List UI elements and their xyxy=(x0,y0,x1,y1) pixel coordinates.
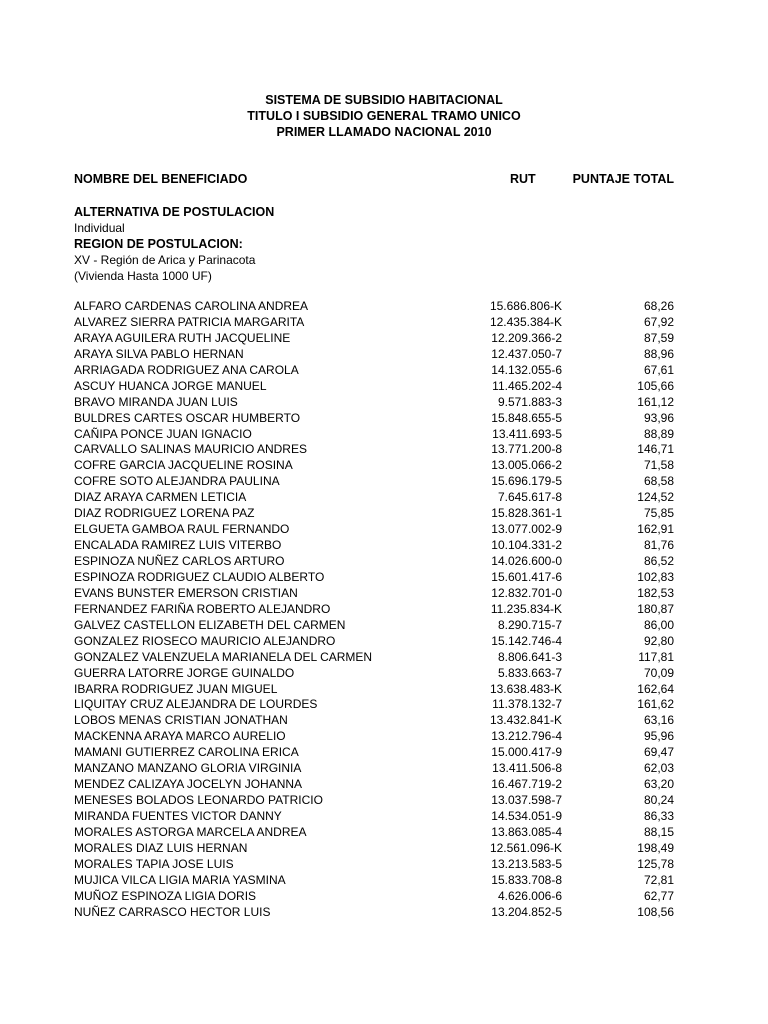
beneficiary-name: ALFARO CARDENAS CAROLINA ANDREA xyxy=(74,299,309,313)
beneficiary-score: 162,64 xyxy=(637,681,674,696)
table-row xyxy=(74,681,674,697)
title-line-1: SISTEMA DE SUBSIDIO HABITACIONAL xyxy=(265,93,503,107)
beneficiary-name: DIAZ RODRIGUEZ LORENA PAZ xyxy=(74,506,255,521)
beneficiary-rut: 12.832.701-0 xyxy=(491,585,562,600)
table-row xyxy=(74,410,674,426)
beneficiary-rut: 13.432.841-K xyxy=(489,713,562,728)
beneficiary-score: 71,58 xyxy=(643,458,674,473)
column-headers xyxy=(74,172,674,188)
beneficiary-name: GUERRA LATORRE JORGE GUINALDO xyxy=(74,665,295,680)
table-row xyxy=(74,489,674,505)
beneficiary-score: 62,03 xyxy=(643,761,674,776)
beneficiary-rut: 12.435.384-K xyxy=(489,314,562,329)
beneficiary-score: 92,80 xyxy=(643,633,674,648)
beneficiary-rut: 15.686.806-K xyxy=(489,299,562,313)
beneficiary-score: 95,96 xyxy=(643,729,674,744)
table-row xyxy=(74,760,674,776)
table-row xyxy=(74,394,674,410)
beneficiary-name: ASCUY HUANCA JORGE MANUEL xyxy=(74,378,267,393)
beneficiary-name: MUJICA VILCA LIGIA MARIA YASMINA xyxy=(74,872,286,887)
beneficiary-rut: 14.132.055-6 xyxy=(491,362,562,377)
table-row xyxy=(74,665,674,681)
beneficiary-name: DIAZ ARAYA CARMEN LETICIA xyxy=(74,490,247,505)
table-row xyxy=(74,298,674,314)
beneficiary-name: BULDRES CARTES OSCAR HUMBERTO xyxy=(74,410,301,425)
beneficiary-rut: 13.771.200-8 xyxy=(491,442,562,457)
beneficiary-score: 102,83 xyxy=(637,569,674,584)
beneficiary-rut: 14.026.600-0 xyxy=(491,554,562,568)
beneficiary-score: 162,91 xyxy=(637,522,674,537)
table-row xyxy=(74,569,674,585)
table-row xyxy=(74,473,674,489)
beneficiary-name: MIRANDA FUENTES VICTOR DANNY xyxy=(74,809,282,823)
beneficiary-score: 124,52 xyxy=(637,490,674,505)
beneficiary-name: MORALES DIAZ LUIS HERNAN xyxy=(74,840,248,855)
table-row xyxy=(74,696,674,712)
beneficiary-score: 86,33 xyxy=(643,809,674,823)
beneficiary-score: 105,66 xyxy=(637,378,674,393)
table-row xyxy=(74,426,674,442)
table-row xyxy=(74,888,674,904)
beneficiary-score: 62,77 xyxy=(643,888,674,903)
table-row xyxy=(74,601,674,617)
beneficiary-score: 69,47 xyxy=(643,745,674,760)
table-row xyxy=(74,314,674,330)
beneficiary-score: 86,00 xyxy=(643,617,674,632)
beneficiary-name: CARVALLO SALINAS MAURICIO ANDRES xyxy=(74,442,307,457)
beneficiary-name: GONZALEZ RIOSECO MAURICIO ALEJANDRO xyxy=(74,633,336,648)
table-row xyxy=(74,744,674,760)
beneficiary-score: 125,78 xyxy=(637,856,674,871)
beneficiary-name: EVANS BUNSTER EMERSON CRISTIAN xyxy=(74,585,298,600)
beneficiary-score: 75,85 xyxy=(643,506,674,521)
beneficiary-rut: 11.235.834-K xyxy=(490,601,562,616)
column-header-score: PUNTAJE TOTAL xyxy=(572,172,674,186)
alternative-label: ALTERNATIVA DE POSTULACION xyxy=(74,205,275,219)
beneficiary-score: 146,71 xyxy=(637,442,674,457)
beneficiary-rut: 13.863.085-4 xyxy=(491,824,562,839)
beneficiary-score: 198,49 xyxy=(637,840,674,855)
beneficiary-score: 88,89 xyxy=(643,426,674,441)
beneficiary-score: 161,62 xyxy=(637,697,674,712)
beneficiary-name: GONZALEZ VALENZUELA MARIANELA DEL CARMEN xyxy=(74,649,373,664)
beneficiary-rut: 9.571.883-3 xyxy=(497,394,562,409)
beneficiary-name: MENDEZ CALIZAYA JOCELYN JOHANNA xyxy=(74,777,303,792)
beneficiary-rut: 13.638.483-K xyxy=(489,681,562,696)
beneficiary-score: 63,20 xyxy=(643,777,674,792)
table-row xyxy=(74,505,674,521)
beneficiary-rut: 7.645.617-8 xyxy=(497,490,562,505)
beneficiary-name: MORALES TAPIA JOSE LUIS xyxy=(74,856,234,871)
beneficiary-rut: 13.411.693-5 xyxy=(492,426,562,441)
beneficiary-name: CAÑIPA PONCE JUAN IGNACIO xyxy=(74,426,252,441)
beneficiary-rut: 8.290.715-7 xyxy=(497,617,562,632)
beneficiary-score: 87,59 xyxy=(643,330,674,345)
beneficiary-rut: 15.142.746-4 xyxy=(491,633,562,648)
beneficiary-rut: 15.833.708-8 xyxy=(491,872,562,887)
beneficiary-score: 81,76 xyxy=(643,538,674,553)
beneficiary-rut: 4.626.006-6 xyxy=(497,888,562,903)
beneficiary-score: 117,81 xyxy=(638,649,674,664)
beneficiary-name: NUÑEZ CARRASCO HECTOR LUIS xyxy=(74,904,271,919)
beneficiary-score: 68,58 xyxy=(643,474,674,489)
table-row xyxy=(74,904,674,920)
beneficiary-score: 68,26 xyxy=(643,299,674,313)
beneficiary-score: 161,12 xyxy=(637,394,674,409)
beneficiary-rut: 13.213.583-5 xyxy=(491,856,562,871)
table-row xyxy=(74,728,674,744)
region-value: XV - Región de Arica y Parinacota xyxy=(74,253,256,267)
beneficiary-rut: 5.833.663-7 xyxy=(497,665,562,680)
region-label: REGION DE POSTULACION: xyxy=(74,237,243,251)
beneficiary-name: IBARRA RODRIGUEZ JUAN MIGUEL xyxy=(74,681,278,696)
beneficiary-name: ALVAREZ SIERRA PATRICIA MARGARITA xyxy=(74,314,305,329)
beneficiary-rut: 14.534.051-9 xyxy=(491,809,562,823)
beneficiary-score: 70,09 xyxy=(643,665,674,680)
beneficiary-name: ENCALADA RAMIREZ LUIS VITERBO xyxy=(74,538,282,553)
beneficiary-rut: 11.465.202-4 xyxy=(492,378,562,393)
table-row xyxy=(74,824,674,840)
beneficiary-score: 182,53 xyxy=(637,585,674,600)
beneficiary-score: 93,96 xyxy=(643,410,674,425)
beneficiary-name: MENESES BOLADOS LEONARDO PATRICIO xyxy=(74,793,323,808)
beneficiary-rut: 13.204.852-5 xyxy=(491,904,562,919)
table-row xyxy=(74,856,674,872)
table-row xyxy=(74,441,674,457)
beneficiary-rut: 12.437.050-7 xyxy=(491,346,562,361)
beneficiary-name: MORALES ASTORGA MARCELA ANDREA xyxy=(74,824,307,839)
beneficiary-name: MACKENNA ARAYA MARCO AURELIO xyxy=(74,729,286,744)
beneficiary-name: COFRE GARCIA JACQUELINE ROSINA xyxy=(74,458,293,473)
beneficiary-name: ELGUETA GAMBOA RAUL FERNANDO xyxy=(74,522,290,537)
beneficiary-rut: 16.467.719-2 xyxy=(491,777,562,792)
beneficiary-name: LOBOS MENAS CRISTIAN JONATHAN xyxy=(74,713,288,728)
table-row xyxy=(74,649,674,665)
table-row xyxy=(74,633,674,649)
beneficiary-rut: 15.000.417-9 xyxy=(491,745,562,760)
alternative-value: Individual xyxy=(74,221,125,235)
beneficiary-score: 67,61 xyxy=(643,362,674,377)
beneficiary-rut: 15.696.179-5 xyxy=(491,474,562,489)
table-row xyxy=(74,330,674,346)
beneficiary-name: ARAYA SILVA PABLO HERNAN xyxy=(74,346,244,361)
beneficiary-rut: 8.806.641-3 xyxy=(497,649,562,664)
beneficiary-score: 63,16 xyxy=(643,713,674,728)
beneficiary-score: 180,87 xyxy=(637,601,674,616)
table-row xyxy=(74,585,674,601)
beneficiary-name: LIQUITAY CRUZ ALEJANDRA DE LOURDES xyxy=(74,697,318,712)
beneficiary-rut: 13.037.598-7 xyxy=(491,793,562,808)
title-line-3: PRIMER LLAMADO NACIONAL 2010 xyxy=(276,125,492,139)
table-row xyxy=(74,712,674,728)
beneficiary-name: ESPINOZA NUÑEZ CARLOS ARTURO xyxy=(74,554,285,568)
title-line-2: TITULO I SUBSIDIO GENERAL TRAMO UNICO xyxy=(247,109,521,123)
beneficiary-rut: 15.848.655-5 xyxy=(491,410,562,425)
table-row xyxy=(74,362,674,378)
beneficiary-rut: 15.601.417-6 xyxy=(491,569,562,584)
beneficiary-name: ARRIAGADA RODRIGUEZ ANA CAROLA xyxy=(74,362,299,377)
column-header-rut: RUT xyxy=(510,172,536,186)
table-row xyxy=(74,521,674,537)
beneficiary-rut: 10.104.331-2 xyxy=(491,538,562,553)
document-title xyxy=(0,92,768,140)
beneficiary-name: MUÑOZ ESPINOZA LIGIA DORIS xyxy=(74,888,257,903)
beneficiary-score: 88,96 xyxy=(643,346,674,361)
table-row xyxy=(74,872,674,888)
beneficiary-rut: 12.561.096-K xyxy=(489,840,562,855)
beneficiary-name: GALVEZ CASTELLON ELIZABETH DEL CARMEN xyxy=(74,617,346,632)
table-row xyxy=(74,808,674,824)
beneficiary-name: COFRE SOTO ALEJANDRA PAULINA xyxy=(74,474,280,489)
beneficiary-rut: 15.828.361-1 xyxy=(491,506,562,521)
beneficiary-name: MANZANO MANZANO GLORIA VIRGINIA xyxy=(74,761,302,776)
beneficiary-rut: 13.212.796-4 xyxy=(491,729,562,744)
application-metadata xyxy=(74,204,674,284)
beneficiary-score: 86,52 xyxy=(643,554,674,568)
beneficiary-rut: 13.005.066-2 xyxy=(491,458,562,473)
table-row xyxy=(74,840,674,856)
table-row xyxy=(74,617,674,633)
beneficiary-rut: 11.378.132-7 xyxy=(492,697,562,712)
beneficiary-name: ARAYA AGUILERA RUTH JACQUELINE xyxy=(74,330,291,345)
beneficiary-list xyxy=(74,298,674,920)
table-row xyxy=(74,378,674,394)
beneficiary-score: 108,56 xyxy=(637,904,674,919)
beneficiary-rut: 12.209.366-2 xyxy=(491,330,562,345)
table-row xyxy=(74,346,674,362)
housing-category: (Vivienda Hasta 1000 UF) xyxy=(74,269,212,283)
table-row xyxy=(74,537,674,553)
beneficiary-name: BRAVO MIRANDA JUAN LUIS xyxy=(74,394,238,409)
beneficiary-score: 80,24 xyxy=(643,793,674,808)
table-row xyxy=(74,776,674,792)
beneficiary-name: MAMANI GUTIERREZ CAROLINA ERICA xyxy=(74,745,299,760)
beneficiary-name: ESPINOZA RODRIGUEZ CLAUDIO ALBERTO xyxy=(74,569,325,584)
beneficiary-score: 88,15 xyxy=(643,824,674,839)
beneficiary-name: FERNANDEZ FARIÑA ROBERTO ALEJANDRO xyxy=(74,601,331,616)
table-row xyxy=(74,792,674,808)
beneficiary-rut: 13.077.002-9 xyxy=(491,522,562,537)
beneficiary-rut: 13.411.506-8 xyxy=(492,761,562,776)
table-row xyxy=(74,457,674,473)
column-header-name: NOMBRE DEL BENEFICIADO xyxy=(74,172,248,186)
beneficiary-score: 72,81 xyxy=(643,872,674,887)
table-row xyxy=(74,553,674,569)
beneficiary-score: 67,92 xyxy=(643,314,674,329)
